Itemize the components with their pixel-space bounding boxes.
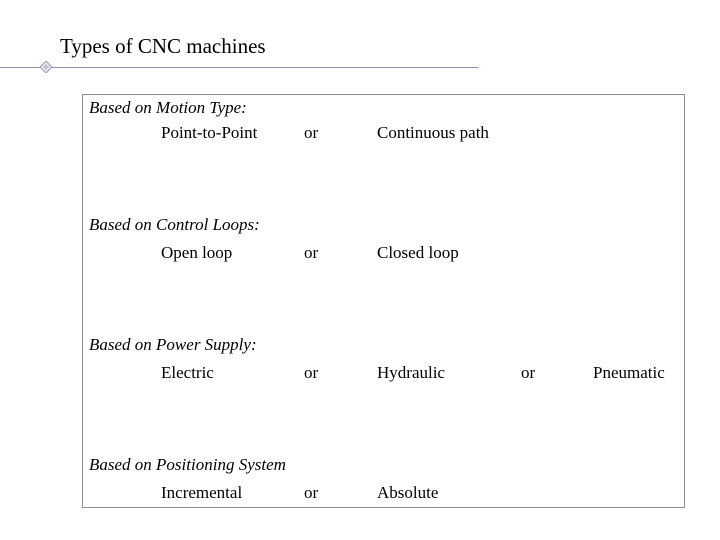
option-closed-loop: Closed loop [377,243,459,262]
content-box [82,94,685,508]
separator-or: or [521,363,536,382]
option-continuous-path: Continuous path [377,123,489,142]
separator-or: or [304,243,319,262]
option-open-loop: Open loop [161,243,233,262]
slide-title: Types of CNC machines [60,34,266,58]
option-hydraulic: Hydraulic [377,363,445,382]
option-point-to-point: Point-to-Point [161,123,258,142]
title-underline [0,67,478,68]
option-electric: Electric [161,363,214,382]
section-heading-positioning-system: Based on Positioning System [89,455,286,474]
section-heading-power-supply: Based on Power Supply: [89,335,257,354]
separator-or: or [304,123,319,142]
diamond-bullet-icon [40,61,52,73]
section-heading-control-loops: Based on Control Loops: [89,215,260,234]
option-incremental: Incremental [161,483,243,502]
separator-or: or [304,363,319,382]
section-heading-motion-type: Based on Motion Type: [89,98,247,117]
option-absolute: Absolute [377,483,439,502]
separator-or: or [304,483,319,502]
option-pneumatic: Pneumatic [593,363,665,382]
